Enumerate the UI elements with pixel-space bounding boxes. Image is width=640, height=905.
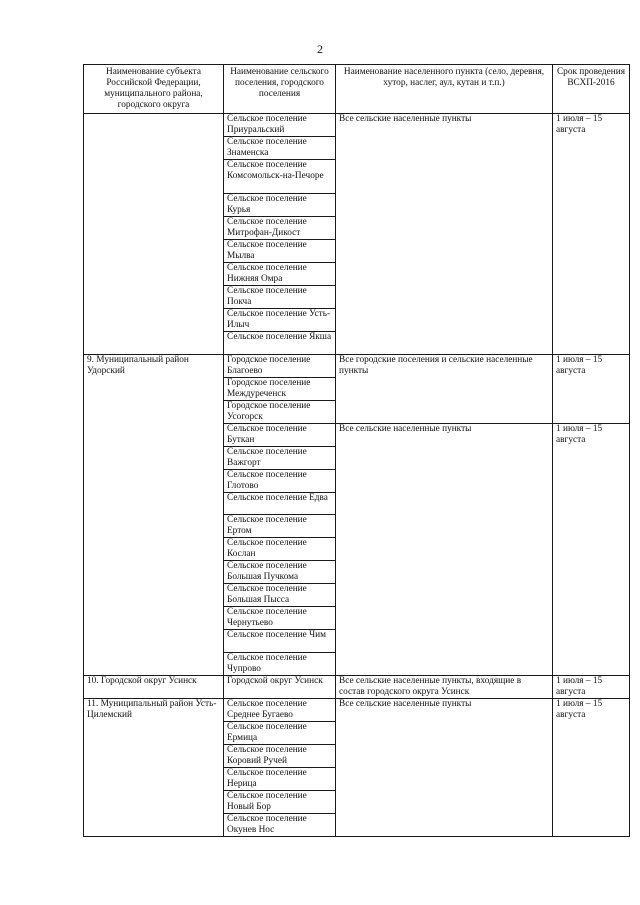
settlement-cell: Сельское поселение Кослан — [224, 538, 336, 561]
settlement-cell: Сельское поселение Коровий Ручей — [224, 744, 336, 767]
settlement-cell: Сельское поселение Чернутьево — [224, 607, 336, 630]
term-cell: 1 июля – 15 августа — [553, 114, 630, 355]
settlement-cell: Сельское поселение Приуральский — [224, 114, 336, 137]
settlement-cell: Сельское поселение Комсомольск-на-Печоре — [224, 160, 336, 194]
locality-cell: Все сельские населенные пункты — [336, 114, 553, 355]
table-header-row — [84, 65, 630, 114]
settlement-cell: Сельское поселение Знаменска — [224, 137, 336, 160]
settlement-cell: Городской округ Усинск — [224, 675, 336, 698]
district-cell: 10. Городской округ Усинск — [84, 675, 224, 698]
locality-cell: Все сельские населенные пункты — [336, 423, 553, 675]
settlement-cell: Сельское поселение Нерица — [224, 767, 336, 790]
page-number: 2 — [317, 42, 323, 56]
table-body — [84, 114, 630, 837]
header-term: Срок проведения ВСХП-2016 — [553, 65, 630, 114]
locality-cell: Все городские поселения и сельские населенные пункты — [336, 354, 553, 423]
settlement-cell: Сельское поселение Буткан — [224, 423, 336, 446]
table-row — [84, 675, 630, 698]
table-row — [84, 354, 630, 377]
settlement-cell: Сельское поселение Ертом — [224, 515, 336, 538]
settlement-cell: Сельское поселение Чупрово — [224, 652, 336, 675]
term-cell: 1 июля – 15 августа — [553, 354, 630, 423]
settlement-cell: Сельское поселение Покча — [224, 286, 336, 309]
settlement-cell: Сельское поселение Мылва — [224, 240, 336, 263]
settlement-cell: Городское поселение Междуреченск — [224, 377, 336, 400]
header-settlement: Наименование сельского поселения, городского поселения — [224, 65, 336, 114]
settlement-cell: Сельское поселение Якша — [224, 332, 336, 355]
settlement-cell: Сельское поселение Едва — [224, 492, 336, 515]
locality-cell: Все сельские населенные пункты — [336, 698, 553, 836]
settlement-cell: Сельское поселение Нижняя Омра — [224, 263, 336, 286]
district-cell: 9. Муниципальный район Удорский — [84, 354, 224, 675]
settlement-cell: Сельское поселение Большая Пучкома — [224, 561, 336, 584]
settlement-cell: Сельское поселение Новый Бор — [224, 790, 336, 813]
settlement-cell: Городское поселение Усогорск — [224, 400, 336, 423]
term-cell: 1 июля – 15 августа — [553, 423, 630, 675]
settlement-cell: Сельское поселение Большая Пысса — [224, 584, 336, 607]
table-row — [84, 114, 630, 137]
census-table — [83, 64, 630, 837]
header-subject: Наименование субъекта Российской Федерации, муниципального района, городского округа — [84, 65, 224, 114]
district-cell — [84, 114, 224, 355]
settlement-cell: Городское поселение Благоево — [224, 354, 336, 377]
locality-cell: Все сельские населенные пункты, входящие в состав городского округа Усинск — [336, 675, 553, 698]
settlement-cell: Сельское поселение Ермица — [224, 721, 336, 744]
settlement-cell: Сельское поселение Чим — [224, 630, 336, 653]
settlement-cell: Сельское поселение Окунев Нос — [224, 813, 336, 836]
settlement-cell: Сельское поселение Среднее Бугаево — [224, 698, 336, 721]
term-cell: 1 июля – 15 августа — [553, 675, 630, 698]
district-cell: 11. Муниципальный район Усть-Цилемский — [84, 698, 224, 836]
table-row — [84, 698, 630, 721]
settlement-cell: Сельское поселение Важгорт — [224, 446, 336, 469]
header-locality: Наименование населенного пункта (село, деревня, хутор, наслег, аул, кутан и т.п.) — [336, 65, 553, 114]
settlement-cell: Сельское поселение Глотово — [224, 469, 336, 492]
term-cell: 1 июля – 15 августа — [553, 698, 630, 836]
settlement-cell: Сельское поселение Митрофан-Дикост — [224, 217, 336, 240]
settlement-cell: Сельское поселение Курья — [224, 194, 336, 217]
settlement-cell: Сельское поселение Усть-Илыч — [224, 309, 336, 332]
